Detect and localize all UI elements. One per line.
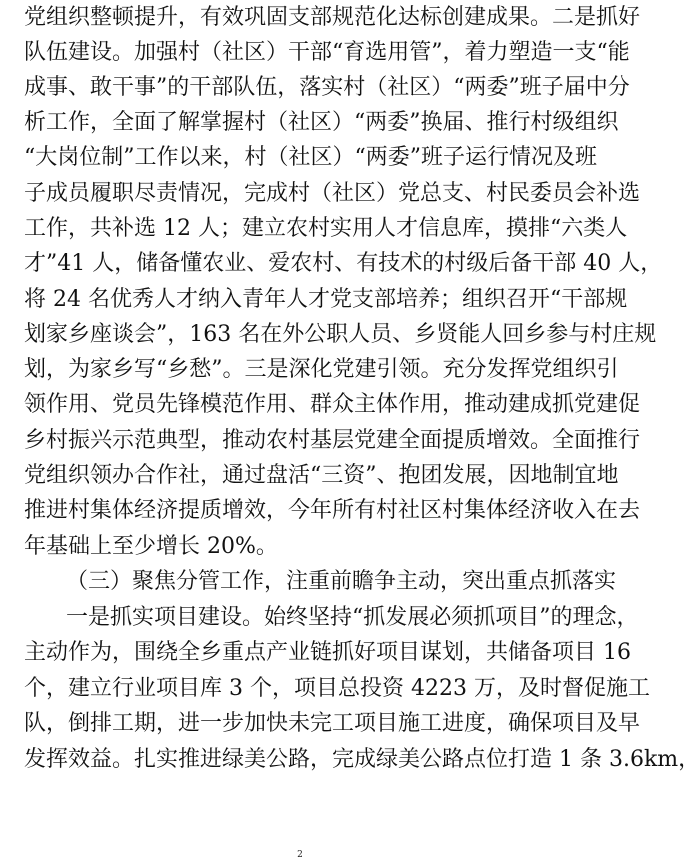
paragraph-line: 个，建立行业项目库 3 个，项目总投资 4223 万，及时督促施工 bbox=[24, 676, 650, 701]
paragraph-line: 队伍建设。加强村（社区）干部“育选用管”，着力塑造一支“能 bbox=[24, 40, 630, 65]
paragraph-line: 领作用、党员先锋模范作用、群众主体作用，推动建成抓党建促 bbox=[24, 392, 641, 417]
paragraph-line: 析工作，全面了解掌握村（社区）“两委”换届、推行村级组织 bbox=[24, 110, 619, 135]
paragraph-line: 子成员履职尽责情况，完成村（社区）党总支、村民委员会补选 bbox=[24, 181, 641, 206]
paragraph-line: “大岗位制”工作以来，村（社区）“两委”班子运行情况及班 bbox=[24, 145, 597, 170]
paragraph-line: 推进村集体经济提质增效，今年所有村社区村集体经济收入在去 bbox=[24, 498, 641, 523]
paragraph-line: 党组织整顿提升，有效巩固支部规范化达标创建成果。二是抓好 bbox=[24, 5, 641, 30]
paragraph-line: 划家乡座谈会”，163 名在外公职人员、乡贤能人回乡参与村庄规 bbox=[24, 322, 657, 347]
section-heading: （三）聚焦分管工作，注重前瞻争主动，突出重点抓落实 bbox=[66, 569, 617, 594]
paragraph-line: 乡村振兴示范典型，推动农村基层党建全面提质增效。全面推行 bbox=[24, 428, 641, 453]
paragraph-line: 党组织领办合作社，通过盘活“三资”、抱团发展，因地制宜地 bbox=[24, 463, 619, 488]
paragraph-line: 将 24 名优秀人才纳入青年人才党支部培养；组织召开“干部规 bbox=[24, 287, 628, 312]
paragraph-line: 才”41 人，储备懂农业、爱农村、有技术的村级后备干部 40 人， bbox=[24, 251, 663, 276]
paragraph-line: 年基础上至少增长 20%。 bbox=[24, 534, 278, 559]
paragraph-line: 一是抓实项目建设。始终坚持“抓发展必须抓项目”的理念， bbox=[66, 605, 639, 630]
paragraph-line: 工作，共补选 12 人；建立农村实用人才信息库，摸排“六类人 bbox=[24, 216, 628, 241]
paragraph-line: 划，为家乡写“乡愁”。三是深化党建引领。充分发挥党组织引 bbox=[24, 357, 619, 382]
page-number: 2 bbox=[297, 850, 303, 860]
paragraph-line: 成事、敢干事”的干部队伍，落实村（社区）“两委”班子届中分 bbox=[24, 75, 630, 100]
paragraph-line: 队，倒排工期，进一步加快未完工项目施工进度，确保项目及早 bbox=[24, 711, 641, 736]
paragraph-line: 主动作为，围绕全乡重点产业链抓好项目谋划，共储备项目 16 bbox=[24, 640, 631, 665]
paragraph-line: 发挥效益。扎实推进绿美公路，完成绿美公路点位打造 1 条 3.6km， bbox=[24, 747, 700, 772]
